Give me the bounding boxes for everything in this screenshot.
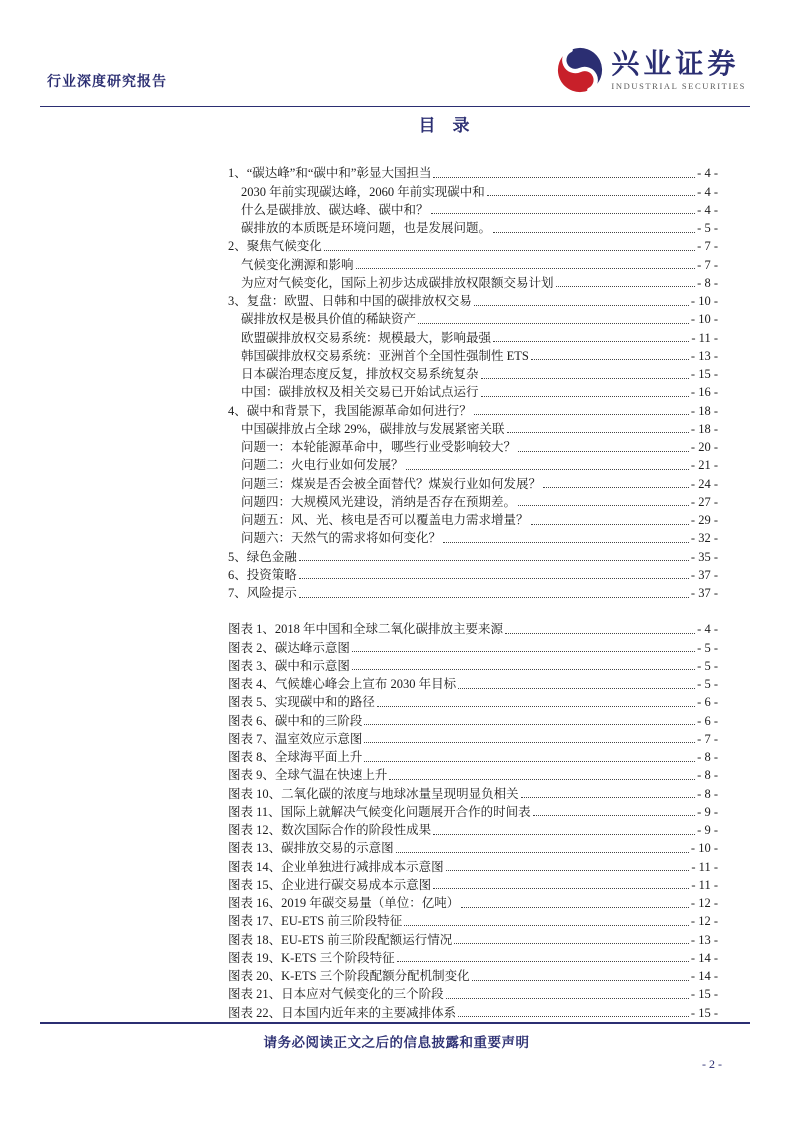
dot-leader [433, 177, 695, 178]
toc-entry[interactable] [228, 163, 718, 181]
dot-leader [299, 578, 689, 579]
toc-entry[interactable] [228, 473, 718, 491]
toc-entry-label: 图表 12、数次国际合作的阶段性成果 [228, 823, 432, 837]
figure-entry[interactable] [228, 838, 718, 856]
toc-entry-page: - 6 - [697, 713, 718, 728]
figure-entry[interactable] [228, 656, 718, 674]
dot-leader [446, 870, 690, 871]
company-logo [556, 46, 746, 94]
toc-entry-label: 图表 17、EU-ETS 前三阶段特征 [228, 914, 403, 929]
toc-entry-label: 气候变化溯源和影响 [241, 257, 354, 272]
dot-leader [397, 961, 689, 962]
toc-entry-page: - 15 - [690, 987, 718, 1002]
toc-entry-label: 图表 10、二氧化碳的浓度与地球冰量呈现明显负相关 [228, 786, 519, 801]
toc-entry-page: - 4 - [697, 184, 718, 199]
toc-entry-page: - 5 - [697, 658, 718, 673]
toc-entry-label: 中国：碳排放权及相关交易已开始试点运行 [241, 385, 479, 400]
dot-leader [543, 487, 689, 488]
toc-entry[interactable] [228, 273, 718, 291]
toc-entry-page: - 12 - [690, 896, 718, 910]
toc-entry-label: 中国碳排放占全球 29%，碳排放与发展紧密关联 [241, 421, 505, 436]
toc-entry[interactable] [228, 565, 718, 583]
toc-entry-label: 6、投资策略 [228, 567, 297, 582]
toc-entry-page: - 37 - [690, 567, 718, 582]
dot-leader [458, 1016, 689, 1017]
dot-leader [352, 651, 695, 652]
page-number: - 2 - [702, 1057, 722, 1071]
toc-entry[interactable] [228, 364, 718, 382]
toc-entry-page: - 29 - [690, 513, 718, 527]
toc-entry-label: 为应对气候变化，国际上初步达成碳排放权限额交易计划 [241, 275, 554, 290]
toc-entry-label: 图表 20、K-ETS 三个阶段配额分配机制变化 [228, 969, 470, 983]
toc-entry-page: - 14 - [690, 950, 718, 965]
figure-entry[interactable] [228, 893, 718, 911]
figure-entry[interactable] [228, 929, 718, 947]
figure-entry[interactable] [228, 966, 718, 984]
toc-entry-label: 问题六：天然气的需求将如何变化？ [241, 531, 442, 546]
figure-entry[interactable] [228, 765, 718, 783]
figure-entry[interactable] [228, 637, 718, 655]
toc-entry-label: 5、绿色金融 [228, 549, 297, 564]
toc-entry-label: 2、聚焦气候变化 [228, 239, 322, 254]
toc-entry-label: 图表 5、实现碳中和的路径 [228, 695, 375, 710]
header-divider [40, 106, 750, 107]
toc-entry-page: - 35 - [690, 549, 718, 564]
dot-leader [505, 633, 695, 634]
toc-entry-label: 图表 14、企业单独进行减排成本示意图 [228, 859, 444, 874]
dot-leader [446, 998, 689, 999]
dot-leader [443, 542, 689, 543]
toc-entry[interactable] [228, 291, 718, 309]
figure-entry[interactable] [228, 619, 718, 637]
toc-entry-page: - 14 - [690, 969, 718, 983]
dot-leader [364, 761, 695, 762]
toc-entry[interactable] [228, 583, 718, 601]
toc-entry[interactable] [228, 419, 718, 437]
toc-entry-label: 欧盟碳排放权交易系统：规模最大，影响最强 [241, 330, 492, 345]
toc-entry[interactable] [228, 382, 718, 400]
dot-leader [487, 195, 695, 196]
toc-entry[interactable] [228, 236, 718, 254]
toc-entry-label: 7、风险提示 [228, 586, 297, 600]
toc-entry[interactable] [228, 510, 718, 528]
toc-entry[interactable] [228, 309, 718, 327]
dot-leader [454, 943, 689, 944]
toc-entry-page: - 8 - [697, 786, 718, 801]
toc-entry-page: - 20 - [690, 440, 718, 454]
toc-entry-label: 问题二：火电行业如何发展？ [241, 458, 404, 473]
toc-entry-page: - 21 - [690, 458, 718, 473]
toc-entry-label: 1、“碳达峰”和“碳中和”彰显大国担当 [228, 166, 432, 181]
toc-entry-page: - 5 - [697, 221, 718, 235]
figure-entry[interactable] [228, 911, 718, 929]
logo-company-name-en: INDUSTRIAL SECURITIES [611, 80, 746, 91]
toc-entry-label: 图表 19、K-ETS 三个阶段特征 [228, 950, 395, 965]
dot-leader [493, 341, 689, 342]
toc-section-list [228, 163, 718, 601]
toc-entry[interactable] [228, 492, 718, 510]
toc-entry-page: - 10 - [690, 312, 718, 327]
toc-entry-label: 图表 21、日本应对气候变化的三个阶段 [228, 987, 444, 1002]
toc-entry-page: - 24 - [690, 476, 718, 491]
figure-entry[interactable] [228, 984, 718, 1002]
dot-leader [474, 305, 689, 306]
figure-entry[interactable] [228, 802, 718, 820]
toc-entry[interactable] [228, 400, 718, 418]
toc-entry[interactable] [228, 200, 718, 218]
toc-entry-page: - 9 - [697, 804, 718, 819]
toc-entry-page: - 4 - [697, 622, 718, 637]
dot-leader [458, 688, 695, 689]
dot-leader [521, 797, 696, 798]
toc-entry-label: 图表 3、碳中和示意图 [228, 658, 350, 673]
dot-leader [389, 779, 695, 780]
toc-entry-label: 图表 16、2019 年碳交易量（单位：亿吨） [228, 896, 460, 910]
toc-entry-label: 图表 11、国际上就解决气候变化问题展开合作的时间表 [228, 804, 531, 819]
dot-leader [474, 414, 689, 415]
toc-entry-page: - 9 - [697, 823, 718, 837]
dot-leader [481, 396, 689, 397]
dot-leader [364, 724, 695, 725]
toc-entry-label: 图表 18、EU-ETS 前三阶段配额运行情况 [228, 932, 453, 947]
figure-entry[interactable] [228, 674, 718, 692]
toc-entry-label: 图表 13、碳排放交易的示意图 [228, 841, 394, 856]
logo-company-name: 兴业证券 [611, 48, 740, 80]
toc-entry-page: - 11 - [691, 330, 718, 345]
dot-leader [324, 250, 695, 251]
toc-entry-page: - 7 - [697, 239, 718, 254]
toc-entry-page: - 7 - [697, 731, 718, 746]
toc-entry-label: 韩国碳排放权交易系统：亚洲首个全国性强制性 ETS [241, 348, 529, 363]
figure-entry[interactable] [228, 948, 718, 966]
toc-entry-page: - 8 - [697, 768, 718, 783]
toc-figure-list [228, 619, 718, 1021]
dot-leader [356, 268, 696, 269]
toc-entry-page: - 32 - [690, 531, 718, 546]
figure-entry[interactable] [228, 820, 718, 838]
dot-leader [518, 505, 689, 506]
toc-entry-label: 图表 9、全球气温在快速上升 [228, 768, 388, 783]
toc-entry-page: - 12 - [690, 914, 718, 929]
dot-leader [472, 980, 689, 981]
toc-entry[interactable] [228, 455, 718, 473]
toc-entry-page: - 13 - [690, 932, 718, 947]
toc-entry-label: 碳排放的本质既是环境问题，也是发展问题。 [241, 221, 492, 235]
toc-entry-label: 图表 4、气候雄心峰会上宣布 2030 年目标 [228, 677, 457, 691]
toc-entry[interactable] [228, 254, 718, 272]
toc-entry-label: 问题三：煤炭是否会被全面替代？煤炭行业如何发展？ [241, 476, 542, 491]
footer-disclaimer: 请务必阅读正文之后的信息披露和重要声明 [263, 1035, 530, 1050]
toc-entry[interactable] [228, 327, 718, 345]
figure-entry[interactable] [228, 783, 718, 801]
report-type-label: 行业深度研究报告 [47, 75, 167, 90]
dot-leader [404, 925, 689, 926]
dot-leader [418, 323, 689, 324]
toc-entry-page: - 7 - [697, 257, 718, 272]
toc-entry[interactable] [228, 346, 718, 364]
toc-entry[interactable] [228, 546, 718, 564]
dot-leader [352, 669, 695, 670]
toc-entry-page: - 27 - [690, 494, 718, 509]
toc-entry-page: - 4 - [697, 202, 718, 217]
toc-entry-page: - 8 - [697, 750, 718, 764]
toc-entry-label: 日本碳治理态度反复，排放权交易系统复杂 [241, 367, 479, 381]
dot-leader [533, 815, 696, 816]
dot-leader [396, 852, 689, 853]
toc-entry-page: - 5 - [697, 677, 718, 691]
toc-entry-page: - 18 - [690, 421, 718, 436]
figure-entry[interactable] [228, 875, 718, 893]
toc-entry[interactable] [228, 218, 718, 236]
dot-leader [507, 432, 689, 433]
figure-entry[interactable] [228, 1002, 718, 1020]
figure-entry[interactable] [228, 729, 718, 747]
toc-entry-label: 问题四：大规模风光建设，消纳是否存在预期差。 [241, 494, 517, 509]
figure-entry[interactable] [228, 692, 718, 710]
toc-entry[interactable] [228, 528, 718, 546]
dot-leader [518, 451, 689, 452]
figure-entry[interactable] [228, 710, 718, 728]
toc-entry-page: - 15 - [690, 367, 718, 381]
dot-leader [406, 469, 689, 470]
toc-entry[interactable] [228, 181, 718, 199]
dot-leader [493, 232, 695, 233]
page-title: 目 录 [418, 116, 470, 135]
toc-entry-label: 图表 22、日本国内近年来的主要减排体系 [228, 1005, 457, 1020]
logo-swirl-icon [556, 46, 604, 94]
toc-entry-page: - 6 - [697, 695, 718, 710]
figure-entry[interactable] [228, 747, 718, 765]
toc-entry-page: - 11 - [691, 859, 718, 874]
toc-entry-label: 图表 1、2018 年中国和全球二氧化碳排放主要来源 [228, 622, 504, 637]
toc-entry-label: 图表 15、企业进行碳交易成本示意图 [228, 877, 432, 892]
toc-entry-page: - 4 - [697, 166, 718, 181]
footer-divider [40, 1022, 750, 1024]
toc-entry-label: 4、碳中和背景下，我国能源革命如何进行？ [228, 403, 472, 418]
toc-entry-label: 问题五：风、光、核电是否可以覆盖电力需求增量？ [241, 513, 529, 527]
dot-leader [299, 597, 689, 598]
dot-leader [481, 378, 689, 379]
toc-entry-page: - 15 - [690, 1005, 718, 1020]
toc-entry-label: 图表 8、全球海平面上升 [228, 750, 363, 764]
dot-leader [531, 359, 689, 360]
toc-entry-label: 什么是碳排放、碳达峰、碳中和？ [241, 202, 429, 217]
dot-leader [556, 286, 696, 287]
toc-entry-page: - 10 - [690, 294, 718, 308]
dot-leader [433, 834, 695, 835]
toc-entry-label: 3、复盘：欧盟、日韩和中国的碳排放权交易 [228, 294, 472, 308]
toc-entry-page: - 37 - [690, 586, 718, 600]
toc-entry-page: - 5 - [697, 640, 718, 655]
toc-entry-page: - 18 - [690, 403, 718, 418]
dot-leader [364, 742, 695, 743]
toc-entry[interactable] [228, 437, 718, 455]
toc-entry-page: - 16 - [690, 385, 718, 400]
toc-entry-label: 图表 7、温室效应示意图 [228, 731, 363, 746]
dot-leader [431, 213, 696, 214]
dot-leader [299, 560, 689, 561]
toc-entry-page: - 13 - [690, 348, 718, 363]
toc-entry-label: 2030 年前实现碳达峰，2060 年前实现碳中和 [241, 184, 485, 199]
dot-leader [377, 706, 695, 707]
dot-leader [531, 524, 689, 525]
toc-entry-page: - 10 - [690, 841, 718, 856]
toc-entry-label: 碳排放权是极具价值的稀缺资产 [241, 312, 417, 327]
toc-entry-label: 图表 6、碳中和的三阶段 [228, 713, 363, 728]
figure-entry[interactable] [228, 856, 718, 874]
toc-entry-page: - 8 - [697, 275, 718, 290]
dot-leader [433, 888, 689, 889]
toc-entry-label: 问题一：本轮能源革命中，哪些行业受影响较大？ [241, 440, 517, 454]
dot-leader [461, 907, 689, 908]
toc-entry-label: 图表 2、碳达峰示意图 [228, 640, 350, 655]
toc-entry-page: - 11 - [691, 877, 718, 892]
